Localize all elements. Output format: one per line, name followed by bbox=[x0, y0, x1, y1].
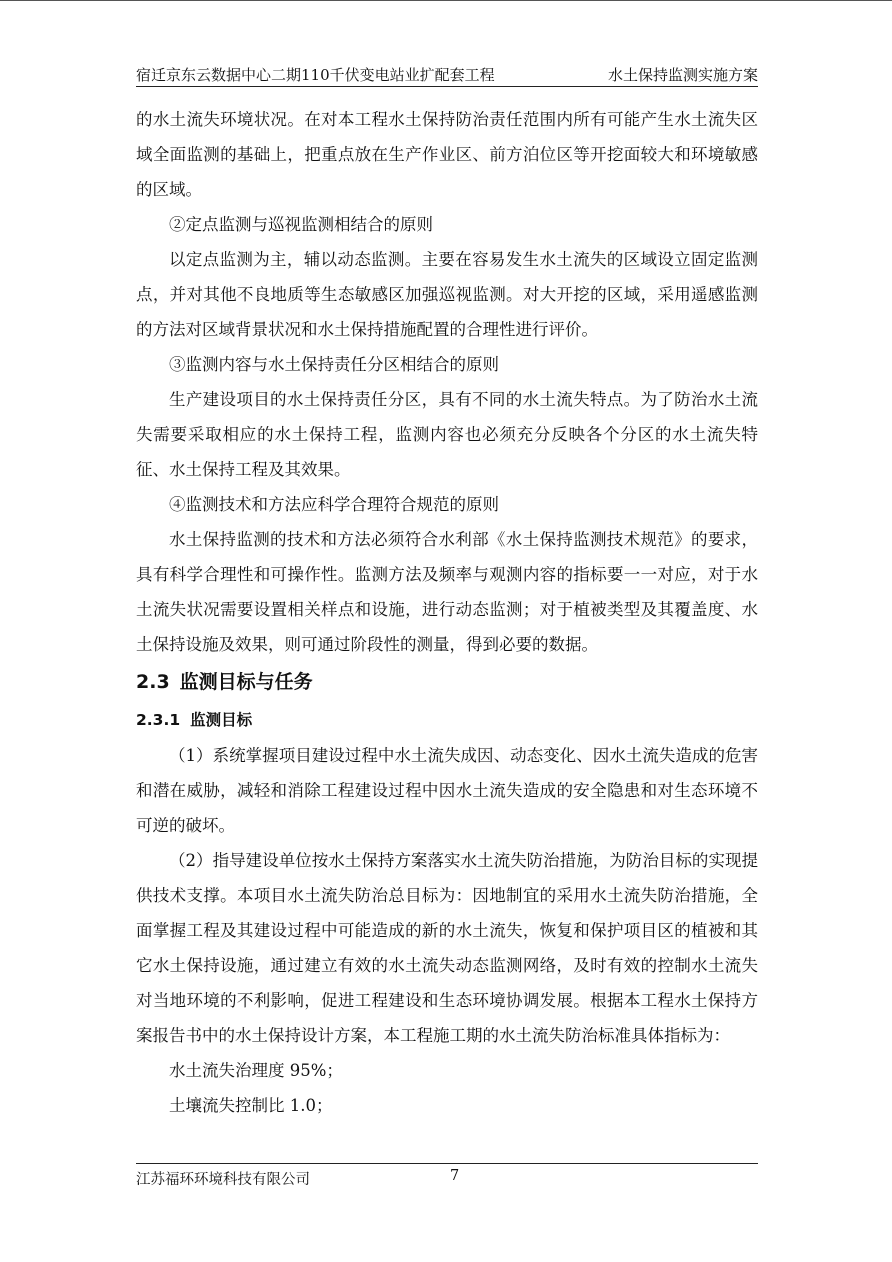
paragraph: 水土保持监测的技术和方法必须符合水利部《水土保持监测技术规范》的要求，具有科学合理性和可操作性。监测方法及频率与观测内容的指标要一一对应，对于水土流失状况需要设置相关样点和设施，进行动态监测；对于植被类型及其覆盖度、水土保持设施及效果，则可通过阶段性的测量，得到必要的数据。 bbox=[136, 530, 758, 654]
indicator-item: 土壤流失控制比 1.0； bbox=[169, 1096, 333, 1115]
footer-company: 江苏福环环境科技有限公司 bbox=[136, 1172, 310, 1188]
paragraph: 以定点监测为主，辅以动态监测。主要在容易发生水土流失的区域设立固定监测点，并对其他不良地质等生态敏感区加强巡视监测。对大开挖的区域，采用遥感监测的方法对区域背景状况和水土保持措施配置的合理性进行评价。 bbox=[136, 250, 758, 339]
indicator-item: 水土流失治理度 95%； bbox=[169, 1061, 343, 1080]
principle-heading-3: ③监测内容与水土保持责任分区相结合的原则 bbox=[169, 355, 499, 374]
page-number: 7 bbox=[450, 1168, 460, 1184]
section-title: 监测目标与任务 bbox=[179, 671, 313, 693]
section-heading bbox=[136, 662, 758, 702]
goal-paragraph-2: （2）指导建设单位按水土保持方案落实水土流失防治措施，为防治目标的实现提供技术支撑。本项目水土流失防治总目标为：因地制宜的采用水土流失防治措施，全面掌握工程及其建设过程中可能造成的新的水土流失，恢复和保护项目区的植被和其它水土保持设施，通过建立有效的水土流失动态监测网络，及时有效的控制水土流失对当地环境的不利影响，促进工程建设和生态环境协调发展。根据本工程水土保持方案报告书中的水土保持设计方案，本工程施工期的水土流失防治标准具体指标为： bbox=[136, 851, 758, 1045]
subsection-title: 监测目标 bbox=[190, 711, 253, 729]
subsection-heading bbox=[136, 702, 758, 738]
document-body bbox=[136, 102, 758, 1123]
goal-paragraph-1: （1）系统掌握项目建设过程中水土流失成因、动态变化、因水土流失造成的危害和潜在威胁，减轻和消除工程建设过程中因水土流失造成的安全隐患和对生态环境不可逆的破坏。 bbox=[136, 746, 758, 835]
page-top-border bbox=[0, 0, 892, 1]
paragraph-continued: 的水土流失环境状况。在对本工程水土保持防治责任范围内所有可能产生水土流失区域全面监测的基础上，把重点放在生产作业区、前方泊位区等开挖面较大和环境敏感的区域。 bbox=[136, 110, 758, 199]
paragraph: 生产建设项目的水土保持责任分区，具有不同的水土流失特点。为了防治水土流失需要采取相应的水土保持工程，监测内容也必须充分反映各个分区的水土流失特征、水土保持工程及其效果。 bbox=[136, 390, 758, 479]
page-header bbox=[136, 62, 758, 87]
header-document-title: 水土保持监测实施方案 bbox=[607, 66, 758, 84]
subsection-number: 2.3.1 bbox=[136, 711, 181, 729]
principle-heading-2: ②定点监测与巡视监测相结合的原则 bbox=[169, 215, 433, 234]
section-number: 2.3 bbox=[136, 671, 170, 693]
principle-heading-4: ④监测技术和方法应科学合理符合规范的原则 bbox=[169, 495, 499, 514]
header-project-title: 宿迁京东云数据中心二期110千伏变电站业扩配套工程 bbox=[136, 66, 495, 84]
page-footer bbox=[136, 1163, 758, 1188]
